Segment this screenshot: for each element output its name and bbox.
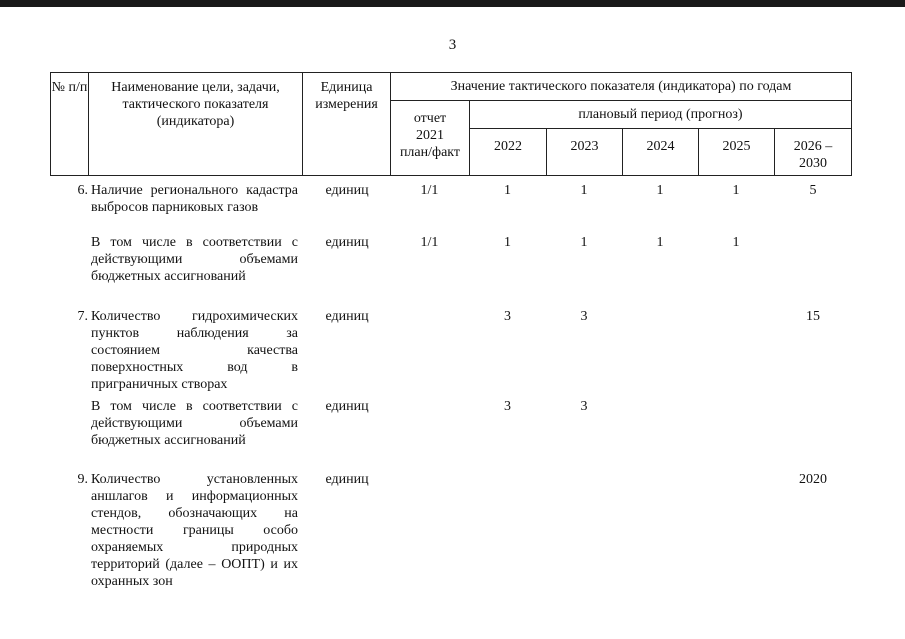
row-value-2022: 1 <box>504 235 511 250</box>
row-unit: единиц <box>325 235 369 250</box>
row-name: Количество установленных аншлагов и информационных стендов, обозначающих на местности границы особо охраняемых природных территорий (далее – ООПТ) и их охранных зон <box>91 472 298 589</box>
row-value-2022: 3 <box>504 309 511 324</box>
row-unit: единиц <box>325 183 369 198</box>
header-number: № п/п <box>51 73 89 175</box>
row-value-2024: 1 <box>656 183 664 198</box>
row-value-2026-2030: 2020 <box>799 472 827 487</box>
row-value-2026-2030: 15 <box>806 309 820 324</box>
row-name: В том числе в соответствии с действующими объемами бюджетных ассигнований <box>91 235 298 284</box>
row-value-2025: 1 <box>732 183 740 198</box>
row-number: 9. <box>77 472 88 487</box>
row-value-2025: 1 <box>732 235 740 250</box>
header-year-2026-2030: 2026 – 2030 <box>793 139 833 171</box>
row-name: Наличие регионального кадастра выбросов парниковых газов <box>91 183 298 215</box>
row-value-2022: 3 <box>504 399 511 414</box>
row-name: Количество гидрохимических пунктов наблюдения за состоянием качества поверхностных вод в приграничных створах <box>91 309 298 392</box>
header-name: Наименование цели, задачи, тактического показателя (индикатора) <box>89 73 303 175</box>
row-name: В том числе в соответствии с действующими объемами бюджетных ассигнований <box>91 399 298 448</box>
row-report-2021: 1/1 <box>420 235 439 250</box>
row-number: 6. <box>77 183 88 198</box>
row-value-2024: 1 <box>656 235 664 250</box>
header-year-2023: 2023 <box>547 129 623 175</box>
row-value-2023: 1 <box>580 235 588 250</box>
page-number: 3 <box>448 37 457 53</box>
row-value-2023: 1 <box>580 183 588 198</box>
row-value-2026-2030: 5 <box>809 183 817 198</box>
row-unit: единиц <box>325 399 369 414</box>
table-header <box>50 72 852 176</box>
row-value-2023: 3 <box>580 399 588 414</box>
header-values-by-year: Значение тактического показателя (индикатора) по годам <box>391 73 851 101</box>
row-unit: единиц <box>325 472 369 487</box>
row-unit: единиц <box>325 309 369 324</box>
row-value-2022: 1 <box>504 183 511 198</box>
header-unit: Единица измерения <box>303 73 391 175</box>
header-planned-period: плановый период (прогноз) <box>470 101 851 129</box>
top-border-bar <box>0 0 905 7</box>
header-report-2021: отчет 2021 план/факт <box>391 101 470 175</box>
row-report-2021: 1/1 <box>420 183 439 198</box>
row-number: 7. <box>77 309 88 324</box>
header-year-2022: 2022 <box>470 129 547 175</box>
header-year-2024: 2024 <box>623 129 699 175</box>
header-year-2025: 2025 <box>699 129 775 175</box>
row-value-2023: 3 <box>580 309 588 324</box>
